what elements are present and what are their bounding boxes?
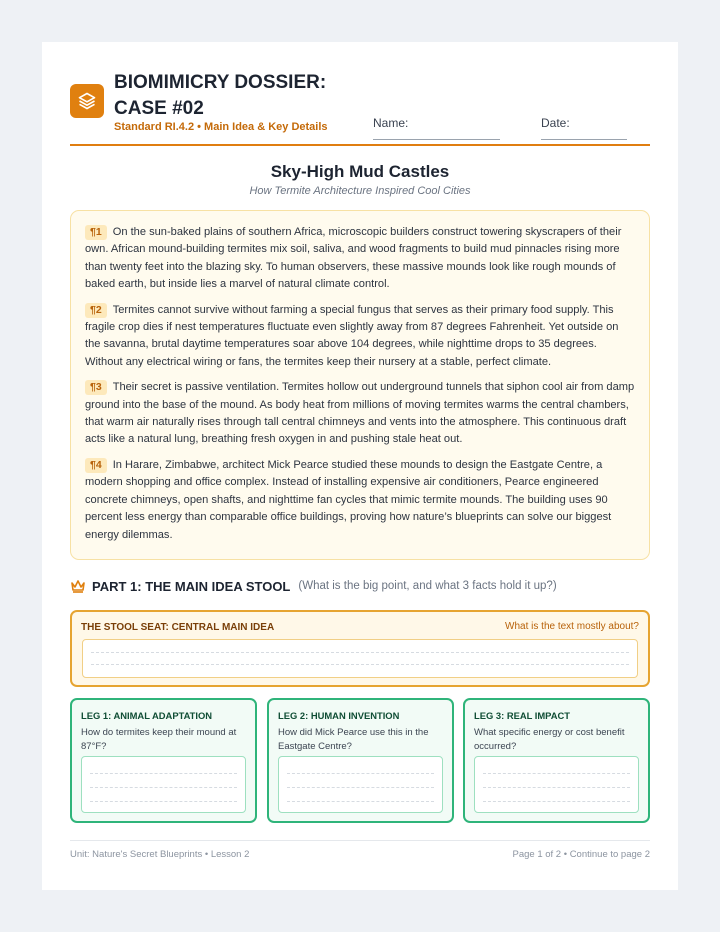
date-field[interactable]: [541, 139, 627, 140]
footer-unit: Unit: Nature's Secret Blueprints • Lesson 2: [70, 849, 250, 860]
name-label: Name:: [373, 116, 409, 130]
standard-label: Standard RI.4.2 • Main Idea & Key Details: [114, 121, 328, 133]
layers-icon: [70, 84, 104, 118]
paragraph-text: On the sun-baked plains of southern Africa, microscopic builders construct towering skyscrapers of their own. African mound-building termites mix soil, saliva, and wood fragments to build mud pinnacles rising more than twenty feet into the blazing sky. To human observers, these massive mounds look like rough mounds of baked earth, but inside lies a marvel of natural climate control.: [85, 226, 622, 291]
date-label: Date:: [541, 116, 570, 130]
part1-subtitle: (What is the big point, and what 3 facts hold it up?): [298, 580, 557, 592]
paragraph-text: Termites cannot survive without farming a special fungus that serves as their primary food supply. This fragile crop dies if nest temperatures fluctuate even slightly away from 87 degrees Fahrenheit. Yet outside on the savanna, brutal daytime temperatures soar above 104 degrees, while nighttime drops to 35 degrees. Without any electrical wiring or fans, the termites keep their nursery at a stable, perfect climate.: [85, 303, 619, 368]
story-subtitle: How Termite Architecture Inspired Cool Cities: [249, 185, 471, 197]
reading-passage: [70, 210, 650, 560]
answer-line: [90, 801, 237, 802]
leg3-answer-box[interactable]: [474, 756, 639, 813]
name-field[interactable]: [373, 139, 500, 140]
answer-line: [483, 801, 630, 802]
footer-page: Page 1 of 2 • Continue to page 2: [512, 849, 650, 860]
leg-title: LEG 1: ANIMAL ADAPTATION: [81, 710, 213, 721]
paragraph-2: [85, 302, 636, 372]
leg-question: How do termites keep their mound at 87°F?: [81, 727, 237, 752]
answer-line: [91, 652, 629, 653]
leg-card-2: [267, 698, 454, 823]
paragraph-4: [85, 457, 636, 544]
answer-line: [483, 787, 630, 788]
dossier-title: BIOMIMICRY DOSSIER: CASE #02: [114, 72, 327, 119]
answer-line: [90, 787, 237, 788]
answer-line: [287, 801, 434, 802]
paragraph-number: ¶4: [85, 458, 107, 473]
leg1-answer-box[interactable]: [81, 756, 246, 813]
answer-line: [91, 664, 629, 665]
part1-title: PART 1: THE MAIN IDEA STOOL: [92, 578, 291, 594]
answer-line: [483, 773, 630, 774]
answer-line: [90, 773, 237, 774]
leg-card-1: [70, 698, 257, 823]
footer-divider: [70, 840, 650, 841]
paragraph-number: ¶1: [85, 225, 107, 240]
paragraph-number: ¶2: [85, 303, 107, 318]
leg-title: LEG 2: HUMAN INVENTION: [278, 710, 400, 721]
main-idea-answer-box[interactable]: [82, 639, 638, 678]
seat-question: What is the text mostly about?: [505, 621, 639, 632]
paragraph-text: Their secret is passive ventilation. Termites hollow out underground tunnels that siphon cool air from damp ground into the base of the mound. As body heat from millions of moving termites warms the central chambers, that warm air naturally rises through tall central chimneys and vents into the atmosphere. This continuous draft acts like a natural lung, breathing fresh oxygen in and pushing stale heat out.: [85, 381, 635, 446]
part1-heading: [70, 576, 557, 596]
paragraph-text: In Harare, Zimbabwe, architect Mick Pearce studied these mounds to design the Eastgate Centre, a modern shopping and office complex. Instead of installing expensive air conditioners, Pearce engineered concrete chimneys, open shafts, and nighttime fan cycles that mimic termite mounds. The building uses 90 percent less energy than comparable office buildings, proving how nature’s blueprints can solve our biggest energy dilemmas.: [85, 458, 612, 541]
leg-question: What specific energy or cost benefit occurred?: [474, 727, 625, 752]
paragraph-number: ¶3: [85, 380, 107, 395]
worksheet-page: [42, 42, 678, 890]
paragraph-1: [85, 224, 636, 294]
leg2-answer-box[interactable]: [278, 756, 443, 813]
seat-label: THE STOOL SEAT: CENTRAL MAIN IDEA: [81, 622, 275, 633]
leg-card-3: [463, 698, 650, 823]
leg-title: LEG 3: REAL IMPACT: [474, 710, 571, 721]
story-title: Sky-High Mud Castles: [270, 162, 450, 181]
answer-line: [287, 787, 434, 788]
answer-line: [287, 773, 434, 774]
stool-seat-card: [70, 610, 650, 687]
paragraph-3: [85, 379, 636, 449]
crown-icon: [70, 579, 86, 593]
worksheet-header: [70, 70, 650, 146]
leg-question: How did Mick Pearce use this in the Eastgate Centre?: [278, 727, 429, 752]
